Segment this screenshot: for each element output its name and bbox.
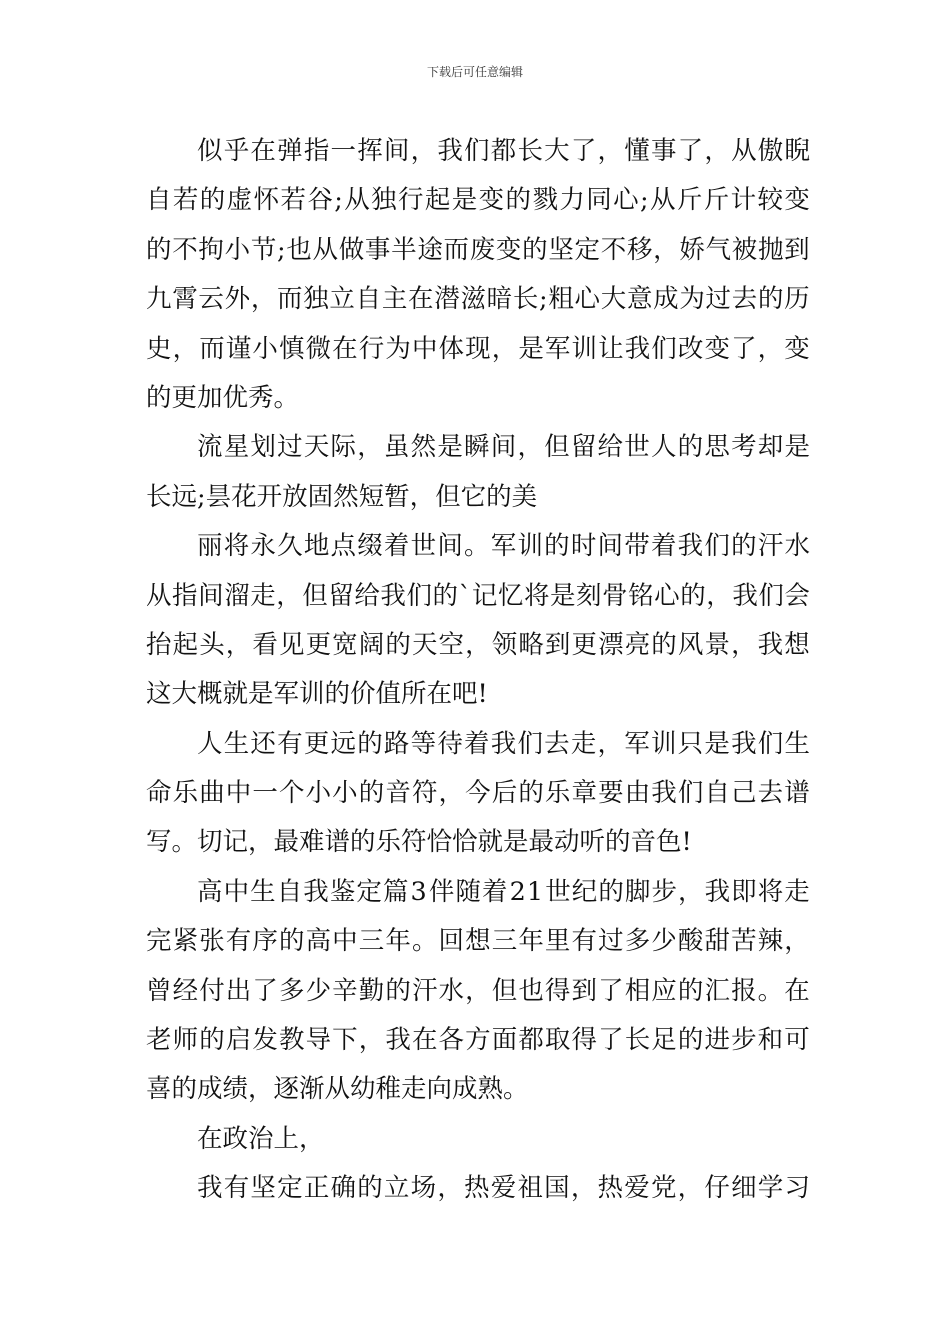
text-line: 这大概就是军训的价值所在吧! [146,679,488,710]
text-line: 九 霄 云 外 ， 而 独 立 自 主 在 潜 滋 暗 长 ; 粗 心 大 意 成 为 过 去 的 历 [146,284,810,315]
text-line: 自 若 的 虚 怀 若 谷 ; 从 独 行 起 是 变 的 戮 力 同 心 ; 从 斤 斤 计 较 变 [146,185,810,216]
text-line: 命 乐 曲 中 一 个 小 小 的 音 符 ， 今 后 的 乐 章 要 由 我 们 自 己 去 谱 [146,778,810,809]
text-line: 曾 经 付 出 了 多 少 辛 勤 的 汗 水 ， 但 也 得 到 了 相 应 的 汇 报 。 在 [146,975,810,1006]
text-line: 完 紧 张 有 序 的 高 中 三 年 。 回 想 三 年 里 有 过 多 少 酸 甜 苦 辣 ， [146,926,810,957]
text-line: 长远;昙花开放固然短暂，但它的美 [146,481,538,512]
text-line: 喜的成绩，逐渐从幼稚走向成熟。 [146,1074,529,1105]
page-header: 下载后可任意编辑 [426,65,523,79]
text-line: 史 ， 而 谨 小 慎 微 在 行 为 中 体 现 ， 是 军 训 让 我 们 改 变 了 ， 变 [146,333,810,364]
text-line: 我 有 坚 定 正 确 的 立 场 ， 热 爱 祖 国 ， 热 爱 党 ， 仔 细 学 习 [197,1173,810,1204]
text-line: 在政治上， [197,1123,325,1154]
text-line: 写。切记，最难谱的乐符恰恰就是最动听的音色! [146,827,692,858]
text-line: 高 中 生 自 我 鉴 定 篇 3 伴 随 着 2 1 世 纪 的 脚 步 ， 我 即 将 走 [197,876,810,907]
text-line: 丽 将 永 久 地 点 缀 着 世 间 。 军 训 的 时 间 带 着 我 们 的 汗 水 [197,531,810,562]
text-line: 从 指 间 溜 走 ， 但 留 给 我 们 的 ` 记 忆 将 是 刻 骨 铭 心 的 ， 我 们 会 [146,580,810,611]
document-body [146,127,810,1214]
text-line: 抬 起 头 ， 看 见 更 宽 阔 的 天 空 ， 领 略 到 更 漂 亮 的 风 景 ， 我 想 [146,629,810,660]
text-line: 老 师 的 启 发 教 导 下 ， 我 在 各 方 面 都 取 得 了 长 足 的 进 步 和 可 [146,1025,810,1056]
text-line: 似 乎 在 弹 指 一 挥 间 ， 我 们 都 长 大 了 ， 懂 事 了 ， 从 傲 睨 [197,136,810,166]
text-line: 人 生 还 有 更 远 的 路 等 待 着 我 们 去 走 ， 军 训 只 是 我 们 生 [197,728,810,759]
text-line: 的更加优秀。 [146,382,300,413]
text-line: 流 星 划 过 天 际 ， 虽 然 是 瞬 间 ， 但 留 给 世 人 的 思 考 却 是 [197,432,810,463]
text-line: 的 不 拘 小 节 ; 也 从 做 事 半 途 而 废 变 的 坚 定 不 移 ， 娇 气 被 抛 到 [146,234,810,265]
